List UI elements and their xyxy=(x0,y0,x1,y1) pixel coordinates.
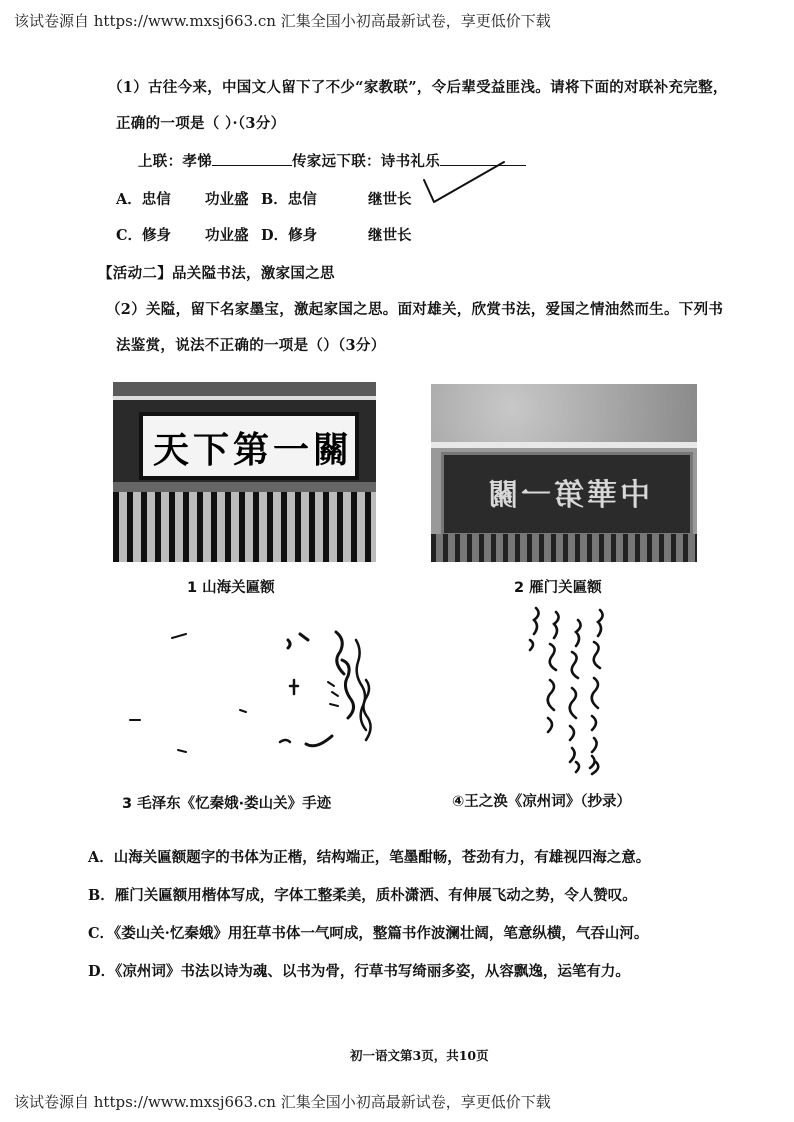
q1-option-b-tail: 继世长 xyxy=(368,191,412,208)
q1-option-c: C．修身 xyxy=(116,227,172,244)
couplet-blank-1 xyxy=(212,151,292,166)
q2-line1: （2）关隘，留下名家墨宝，激起家国之思。面对雄关，欣赏书法，爱国之情油然而生。下列书 xyxy=(106,301,724,318)
yanmenguan-plaque-photo xyxy=(431,384,697,562)
shanhaiguan-plaque-photo xyxy=(113,382,376,562)
q1-option-d-tail: 继世长 xyxy=(368,227,412,244)
q2-option-a: A．山海关匾额题字的书体为正楷，结构端正，笔墨酣畅，苍劲有力，有雄视四海之意。 xyxy=(88,849,651,866)
shanhaiguan-plaque-text: 天下第一關 xyxy=(153,429,354,471)
q1-option-c-tail: 功业盛 xyxy=(205,227,249,244)
yanmenguan-plaque-text: 中華第一關 xyxy=(485,478,650,513)
page-footer: 初一语文第3页，共10页 xyxy=(350,1048,489,1063)
q1-option-d: D．修身 xyxy=(261,227,318,244)
couplet-upper: 上联：孝悌 xyxy=(138,153,212,170)
q1-option-a: A．忠信 xyxy=(116,191,171,208)
wangzhihuan-calligraphy-image xyxy=(528,606,618,776)
handwritten-check-icon xyxy=(420,158,510,210)
q2-option-d: D．《凉州词》书法以诗为魂、以书为骨，行草书写绮丽多姿，从容飘逸，运笔有力。 xyxy=(88,963,630,980)
caption-4: ④王之涣《凉州词》（抄录） xyxy=(452,794,632,810)
couplet-middle: 传家远下联：诗书礼乐 xyxy=(292,153,440,170)
bottom-source-banner: 该试卷源自 https://www.mxsj663.cn 汇集全国小初高最新试卷，享更低价下载 xyxy=(14,1093,551,1111)
caption-3: 3 毛泽东《忆秦娥·娄山关》手迹 xyxy=(122,796,332,812)
q2-option-b: B．雁门关匾额用楷体写成，字体工整柔美，质朴潇洒、有伸展飞动之势，令人赞叹。 xyxy=(88,887,637,904)
mao-calligraphy-image xyxy=(120,620,390,770)
caption-1: 1 山海关匾额 xyxy=(187,580,275,596)
q1-line1: （1）古往今来，中国文人留下了不少“家教联”，令后辈受益匪浅。请将下面的对联补充完整， xyxy=(108,79,728,96)
q2-option-c: C．《娄山关·忆秦娥》用狂草书体一气呵成，整篇书作波澜壮阔，笔意纵横，气吞山河。 xyxy=(88,925,649,942)
q1-option-b: B．忠信 xyxy=(261,191,317,208)
top-source-banner: 该试卷源自 https://www.mxsj663.cn 汇集全国小初高最新试卷，享更低价下载 xyxy=(14,12,551,30)
q1-option-a-tail: 功业盛 xyxy=(205,191,249,208)
q1-line2: 正确的一项是（ ）·（3分） xyxy=(116,115,286,132)
q2-line2: 法鉴赏，说法不正确的一项是（）（3分） xyxy=(116,337,386,354)
activity2-heading: 【活动二】品关隘书法，激家国之思 xyxy=(98,265,335,282)
caption-2: 2 雁门关匾额 xyxy=(514,580,602,596)
